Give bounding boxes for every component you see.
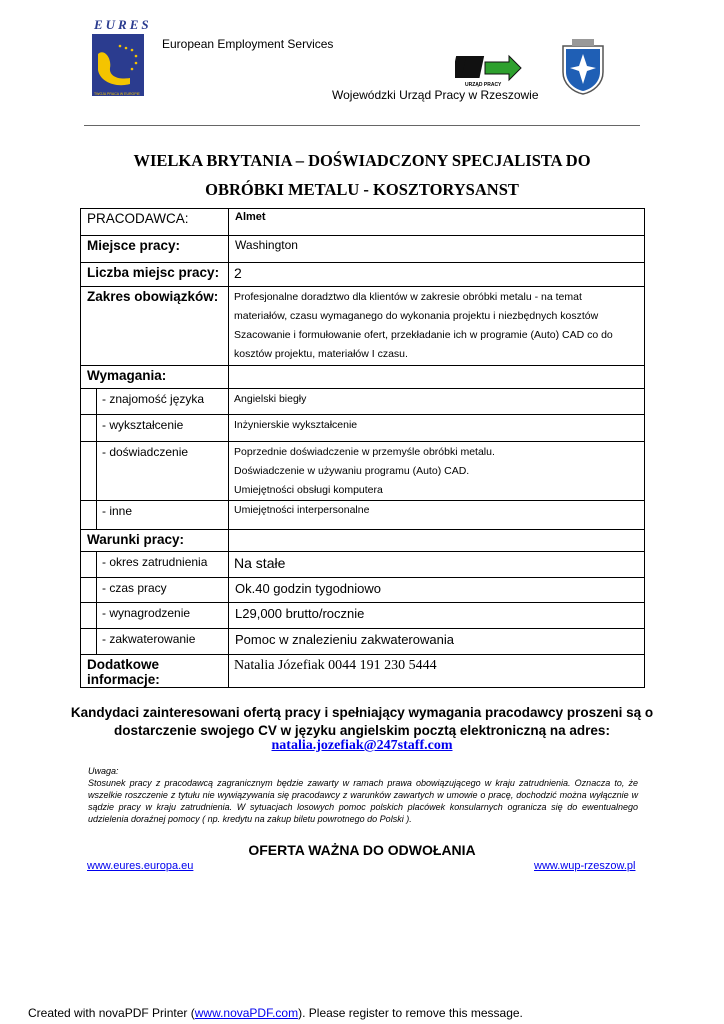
wup-logo bbox=[455, 52, 523, 88]
footer-suffix: ). Please register to remove this message. bbox=[298, 1006, 523, 1020]
duties-line: materiałów, czasu wymaganego do wykonania projektu i niezbędnych kosztów bbox=[234, 310, 599, 322]
experience-line: Umiejętności obsługi komputera bbox=[234, 484, 383, 496]
contact-line: Kandydaci zainteresowani ofertą pracy i spełniający wymagania pracodawcy proszeni są o bbox=[70, 705, 654, 720]
duties-line: kosztów projektu, materiałów I czasu. bbox=[234, 348, 408, 360]
location-value: Washington bbox=[229, 236, 645, 263]
experience-row bbox=[81, 442, 645, 501]
housing-row bbox=[81, 629, 645, 655]
footer-prefix: Created with novaPDF Printer ( bbox=[28, 1006, 195, 1020]
novapdf-footer bbox=[28, 1006, 523, 1020]
experience-value bbox=[229, 442, 645, 501]
hours-value: Ok.40 godzin tygodniowo bbox=[229, 578, 645, 603]
note-text: Stosunek pracy z pracodawcą zagranicznym będzie zawarty w ramach prawa obowiązującego w kraju zatrudnienia. Oznacza to, że wszelkie roszczenie z tytułu nie wywiązywania się pracodawcy z warunków zawartych w umowie o pracę, dochodzić można wyłącznie w sądzie pracy w kraju zatrudnienia. W sytuacjach losowych pomoc polskich placówek konsularnych ogranicza się do ewentualnego udzielenia doraźnej pomocy ( np. kredytu na zakup biletu powrotnego do Polski ). bbox=[88, 778, 638, 824]
job-offer-table bbox=[80, 208, 645, 688]
title-line-2: OBRÓBKI METALU - KOSZTORYSANST bbox=[205, 180, 519, 199]
note-label: Uwaga: bbox=[88, 766, 119, 776]
period-label: - okres zatrudnienia bbox=[97, 552, 229, 578]
experience-line: Poprzednie doświadczenie w przemyśle obróbki metalu. bbox=[234, 446, 495, 458]
duties-label: Zakres obowiązków: bbox=[81, 287, 229, 366]
duties-row bbox=[81, 287, 645, 366]
conditions-row bbox=[81, 530, 645, 552]
extra-info-label: Dodatkowe informacje: bbox=[81, 655, 229, 688]
period-row bbox=[81, 552, 645, 578]
regional-crest-icon bbox=[558, 38, 608, 96]
period-value: Na stałe bbox=[229, 552, 645, 578]
salary-row bbox=[81, 603, 645, 629]
positions-label: Liczba miejsc pracy: bbox=[81, 263, 229, 287]
eures-name: European Employment Services bbox=[162, 37, 334, 51]
education-row bbox=[81, 415, 645, 442]
employer-label: PRACODAWCA: bbox=[81, 209, 229, 236]
language-row bbox=[81, 389, 645, 415]
location-row bbox=[81, 236, 645, 263]
contact-instructions bbox=[60, 704, 664, 740]
eures-logo-subtext: TWOJA PRACA W EUROPIE bbox=[94, 92, 140, 96]
wup-name: Wojewódzki Urząd Pracy w Rzeszowie bbox=[332, 88, 539, 102]
positions-row bbox=[81, 263, 645, 287]
header-divider bbox=[84, 125, 640, 126]
novapdf-link[interactable]: www.novaPDF.com bbox=[194, 1006, 299, 1020]
eures-logo bbox=[90, 18, 150, 98]
eures-website-link[interactable]: www.eures.europa.eu bbox=[87, 860, 194, 872]
other-row bbox=[81, 501, 645, 530]
wup-logo-text: URZĄD PRACY bbox=[465, 82, 502, 88]
other-value: Umiejętności interpersonalne bbox=[229, 501, 645, 530]
title-line-1: WIELKA BRYTANIA – DOŚWIADCZONY SPECJALISTA DO bbox=[133, 151, 591, 170]
salary-value: L29,000 brutto/rocznie bbox=[229, 603, 645, 629]
language-label: - znajomość języka bbox=[97, 389, 229, 415]
education-value: Inżynierskie wykształcenie bbox=[229, 415, 645, 442]
offer-validity: OFERTA WAŻNA DO ODWOŁANIA bbox=[248, 842, 476, 858]
positions-value: 2 bbox=[229, 263, 645, 287]
experience-label: - doświadczenie bbox=[97, 442, 229, 501]
experience-line: Doświadczenie w używaniu programu (Auto) CAD. bbox=[234, 465, 470, 477]
duties-line: Szacowanie i formułowanie ofert, przekładanie ich w programie (Auto) CAD co do bbox=[234, 329, 613, 341]
wup-website-link[interactable]: www.wup-rzeszow.pl bbox=[534, 860, 636, 872]
contact-email-link[interactable]: natalia.jozefiak@247staff.com bbox=[271, 738, 453, 753]
page-title bbox=[60, 146, 664, 204]
location-label: Miejsce pracy: bbox=[81, 236, 229, 263]
duties-value bbox=[229, 287, 645, 366]
salary-label: - wynagrodzenie bbox=[97, 603, 229, 629]
employer-value: Almet bbox=[229, 209, 645, 236]
extra-info-value: Natalia Józefiak 0044 191 230 5444 bbox=[229, 655, 645, 688]
hours-row bbox=[81, 578, 645, 603]
requirements-row bbox=[81, 366, 645, 389]
housing-value: Pomoc w znalezieniu zakwaterowania bbox=[229, 629, 645, 655]
contact-line: dostarczenie swojego CV w języku angielskim pocztą elektroniczną na adres: bbox=[114, 723, 610, 738]
education-label: - wykształcenie bbox=[97, 415, 229, 442]
extra-info-row bbox=[81, 655, 645, 688]
eures-logo-text: EURES bbox=[94, 18, 150, 32]
conditions-label: Warunki pracy: bbox=[81, 530, 229, 552]
requirements-label: Wymagania: bbox=[81, 366, 229, 389]
housing-label: - zakwaterowanie bbox=[97, 629, 229, 655]
employer-row bbox=[81, 209, 645, 236]
duties-line: Profesjonalne doradztwo dla klientów w zakresie obróbki metalu - na temat bbox=[234, 291, 582, 303]
language-value: Angielski biegły bbox=[229, 389, 645, 415]
other-label: - inne bbox=[97, 501, 229, 530]
hours-label: - czas pracy bbox=[97, 578, 229, 603]
